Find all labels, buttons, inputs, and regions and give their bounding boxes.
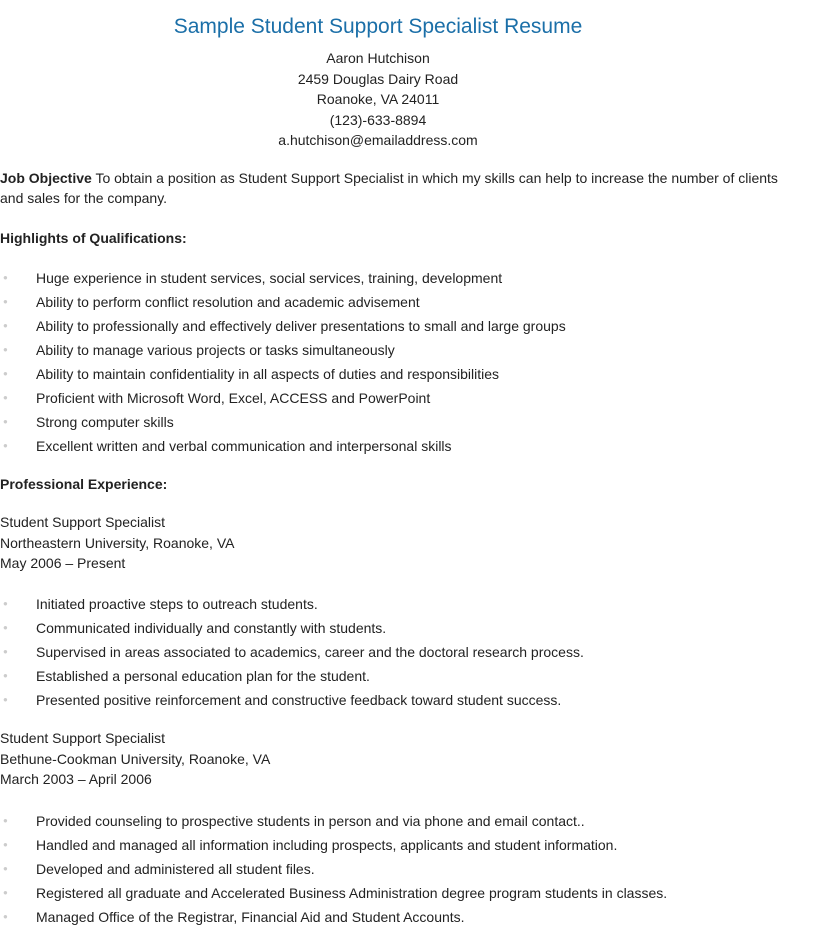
bullet-icon: ● <box>3 695 8 704</box>
bullet-icon: ● <box>3 864 8 873</box>
job-header-2 <box>0 728 270 790</box>
list-item <box>0 314 566 338</box>
bullet-icon: ● <box>3 369 8 378</box>
list-item <box>0 833 667 857</box>
list-item <box>0 410 566 434</box>
list-item <box>0 881 667 905</box>
list-item-text: Initiated proactive steps to outreach students. <box>36 596 318 612</box>
list-item-text: Communicated individually and constantly with students. <box>36 620 387 636</box>
job-title: Student Support Specialist <box>0 730 165 746</box>
bullet-icon: ● <box>3 888 8 897</box>
list-item <box>0 664 584 688</box>
contact-block <box>0 48 756 151</box>
list-item-text: Ability to perform conflict resolution and academic advisement <box>36 294 420 310</box>
job-employer: Bethune-Cookman University, Roanoke, VA <box>0 750 271 767</box>
list-item <box>0 616 584 640</box>
list-item-text: Handled and managed all information including prospects, applicants and student information. <box>36 837 618 853</box>
bullet-icon: ● <box>3 671 8 680</box>
list-item <box>0 857 667 881</box>
list-item-text: Supervised in areas associated to academics, career and the doctoral research process. <box>36 644 584 660</box>
bullet-icon: ● <box>3 273 8 282</box>
list-item-text: Established a personal education plan for the student. <box>36 668 370 684</box>
list-item-text: Developed and administered all student files. <box>36 861 315 877</box>
highlights-list <box>0 266 566 458</box>
experience-heading: Professional Experience: <box>0 476 168 492</box>
bullet-icon: ● <box>3 297 8 306</box>
bullet-icon: ● <box>3 441 8 450</box>
job-employer: Northeastern University, Roanoke, VA <box>0 534 235 551</box>
contact-email: a.hutchison@emailaddress.com <box>278 132 478 148</box>
list-item-text: Strong computer skills <box>36 414 174 430</box>
list-item <box>0 338 566 362</box>
list-item-text: Ability to manage various projects or tasks simultaneously <box>36 342 395 358</box>
bullet-icon: ● <box>3 816 8 825</box>
list-item-text: Registered all graduate and Accelerated Business Administration degree program students in classes. <box>36 885 668 901</box>
contact-address: 2459 Douglas Dairy Road <box>297 70 459 87</box>
bullet-icon: ● <box>3 912 8 921</box>
list-item-text: Managed Office of the Registrar, Financial Aid and Student Accounts. <box>36 909 465 925</box>
list-item <box>0 905 667 929</box>
job-objective <box>0 168 780 208</box>
bullet-icon: ● <box>3 599 8 608</box>
bullet-icon: ● <box>3 417 8 426</box>
list-item <box>0 386 566 410</box>
bullet-icon: ● <box>3 840 8 849</box>
list-item <box>0 266 566 290</box>
bullet-icon: ● <box>3 647 8 656</box>
contact-phone: (123)-633-8894 <box>329 111 427 128</box>
highlights-heading: Highlights of Qualifications: <box>0 230 187 246</box>
contact-name: Aaron Hutchison <box>326 50 430 66</box>
list-item-text: Ability to maintain confidentiality in all aspects of duties and responsibilities <box>36 366 500 382</box>
list-item-text: Proficient with Microsoft Word, Excel, ACCESS and PowerPoint <box>36 390 431 406</box>
job-duties-2 <box>0 809 667 929</box>
job-header-1 <box>0 512 234 574</box>
list-item-text: Ability to professionally and effectively deliver presentations to small and large groups <box>36 318 566 334</box>
list-item-text: Huge experience in student services, social services, training, development <box>36 270 503 286</box>
job-duties-1 <box>0 592 584 712</box>
page-title: Sample Student Support Specialist Resume <box>173 15 583 38</box>
job-dates: March 2003 – April 2006 <box>0 771 152 787</box>
bullet-icon: ● <box>3 623 8 632</box>
bullet-icon: ● <box>3 393 8 402</box>
job-objective-text: To obtain a position as Student Support Specialist in which my skills can help to increase the number of clients and sales for the company. <box>0 170 778 206</box>
list-item <box>0 592 584 616</box>
list-item-text: Excellent written and verbal communication and interpersonal skills <box>36 438 452 454</box>
contact-city: Roanoke, VA 24011 <box>316 91 440 107</box>
list-item <box>0 362 566 386</box>
bullet-icon: ● <box>3 321 8 330</box>
list-item <box>0 688 584 712</box>
bullet-icon: ● <box>3 345 8 354</box>
list-item-text: Presented positive reinforcement and constructive feedback toward student success. <box>36 692 562 708</box>
list-item <box>0 290 566 314</box>
list-item-text: Provided counseling to prospective students in person and via phone and email contact.. <box>36 813 585 829</box>
job-dates: May 2006 – Present <box>0 555 126 571</box>
job-objective-label: Job Objective <box>0 170 92 186</box>
list-item <box>0 809 667 833</box>
list-item <box>0 434 566 458</box>
job-title: Student Support Specialist <box>0 514 165 530</box>
list-item <box>0 640 584 664</box>
